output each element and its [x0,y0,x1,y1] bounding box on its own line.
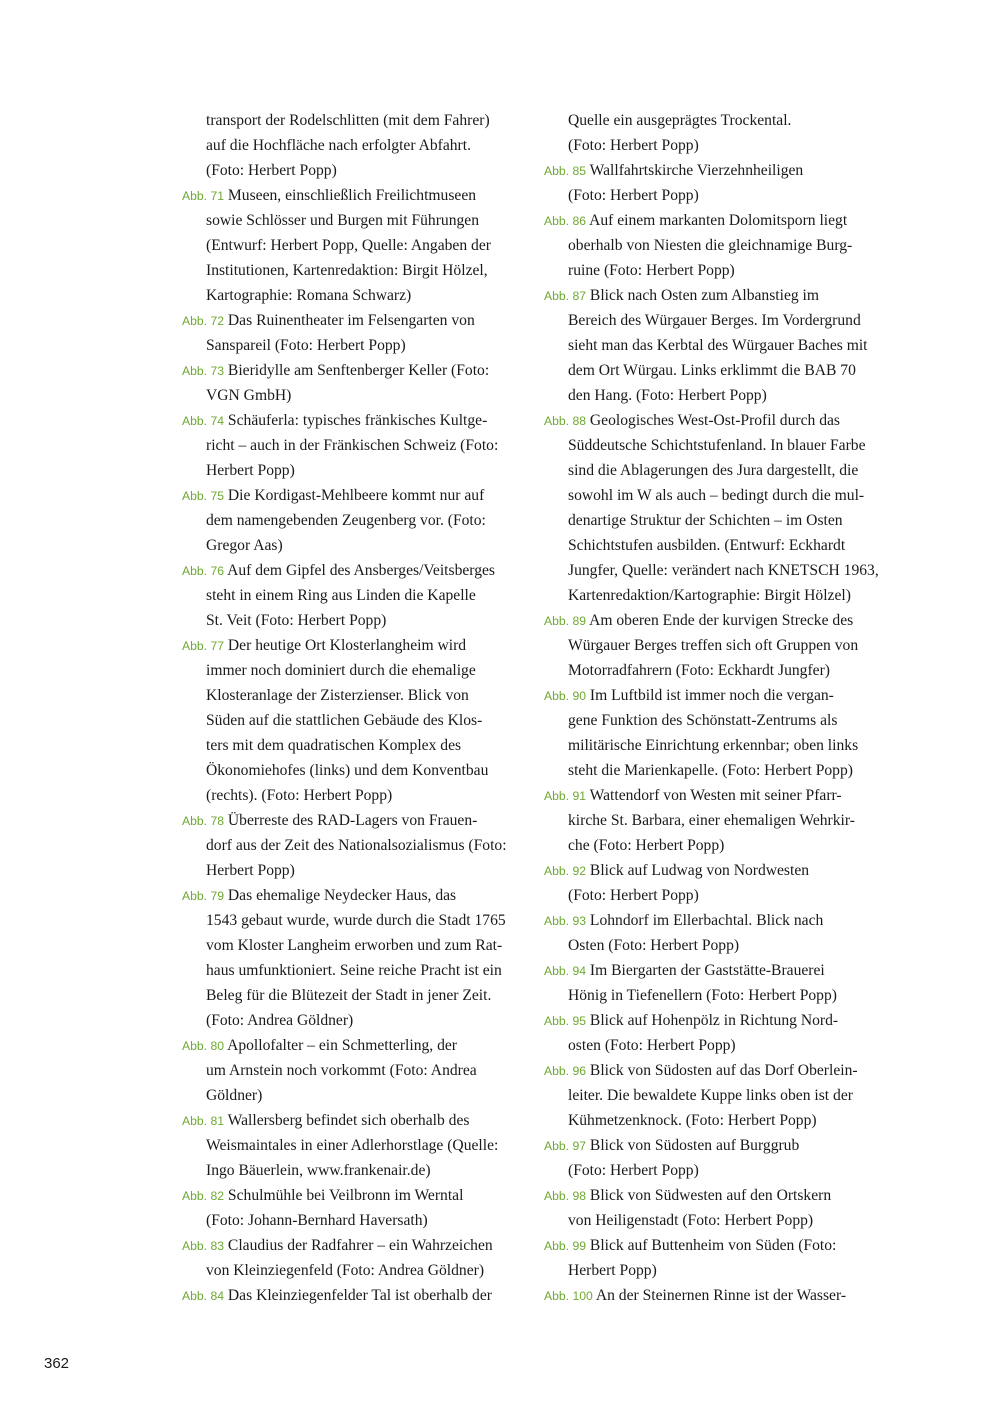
caption-text: Süden auf die stattlichen Gebäude des Klos- [206,712,483,729]
caption-line [182,408,527,433]
caption-text: Süddeutsche Schichtstufenland. In blauer Farbe [568,437,866,454]
caption-text: (Foto: Herbert Popp) [568,887,699,904]
caption-line [182,358,527,383]
caption-line [544,433,889,458]
caption-line [544,133,889,158]
caption-text: Blick auf Buttenheim von Süden (Foto: [589,1237,837,1254]
caption-line [182,1183,527,1208]
caption-line [544,508,889,533]
caption-text: Beleg für die Blütezeit der Stadt in jener Zeit. [206,987,492,1004]
caption-line [182,1008,527,1033]
caption-text: Wallfahrtskirche Vierzehnheiligen [589,162,804,179]
caption-entry [182,1108,527,1183]
figure-label: Abb. 94 [544,964,587,978]
caption-line [544,1108,889,1133]
caption-text: Bereich des Würgauer Berges. Im Vordergrund [568,312,861,329]
figure-label: Abb. 100 [544,1289,593,1303]
caption-text: auf die Hochfläche nach erfolgter Abfahrt. [206,137,471,154]
caption-line [182,583,527,608]
figure-label: Abb. 85 [544,164,587,178]
caption-text: ruine (Foto: Herbert Popp) [568,262,735,279]
caption-text: Osten (Foto: Herbert Popp) [568,937,740,954]
caption-line [182,108,527,133]
caption-line [182,833,527,858]
caption-line [544,883,889,908]
caption-line [544,583,889,608]
figure-label: Abb. 89 [544,614,587,628]
caption-line [182,1133,527,1158]
caption-text: Auf einem markanten Dolomitsporn liegt [589,212,848,229]
caption-entry [544,908,889,958]
caption-text: Blick von Südosten auf Burggrub [589,1137,800,1154]
caption-line [544,958,889,983]
caption-text: militärische Einrichtung erkennbar; oben links [568,737,859,754]
caption-line [544,1233,889,1258]
caption-line [182,333,527,358]
caption-entry [182,358,527,408]
caption-text: vom Kloster Langheim erworben und zum Rat- [206,937,503,954]
caption-line [544,308,889,333]
figure-label: Abb. 74 [182,414,225,428]
caption-entry [544,158,889,208]
caption-line [182,133,527,158]
caption-entry [544,208,889,283]
caption-text: leiter. Die bewaldete Kuppe links oben ist der [568,1087,853,1104]
caption-line [544,933,889,958]
caption-line [182,733,527,758]
figure-label: Abb. 81 [182,1114,225,1128]
caption-text: sowie Schlösser und Burgen mit Führungen [206,212,480,229]
caption-line [544,1183,889,1208]
caption-entry [544,858,889,908]
caption-entry [544,108,889,158]
caption-line [544,283,889,308]
caption-text: Herbert Popp) [568,1262,657,1279]
caption-line [182,1258,527,1283]
caption-line [544,683,889,708]
caption-line [182,658,527,683]
figure-label: Abb. 82 [182,1189,225,1203]
caption-text: Das ehemalige Neydecker Haus, das [227,887,457,904]
caption-text: immer noch dominiert durch die ehemalige [206,662,476,679]
caption-text: transport der Rodelschlitten (mit dem Fahrer) [206,112,490,129]
caption-text: sind die Ablagerungen des Jura dargestellt, die [568,462,859,479]
caption-entry [544,783,889,858]
caption-entry [182,1233,527,1283]
caption-text: Ökonomiehofes (links) und dem Konventbau [206,762,489,779]
caption-entry [544,1133,889,1183]
caption-text: Die Kordigast-Mehlbeere kommt nur auf [227,487,485,504]
caption-text: Blick auf Ludwag von Nordwesten [589,862,810,879]
figure-label: Abb. 98 [544,1189,587,1203]
caption-text: oberhalb von Niesten die gleichnamige Burg- [568,237,853,254]
caption-line [182,1283,527,1308]
figure-label: Abb. 99 [544,1239,587,1253]
figure-label: Abb. 78 [182,814,225,828]
caption-line [182,708,527,733]
caption-text: Institutionen, Kartenredaktion: Birgit Hölzel, [206,262,488,279]
figure-label: Abb. 76 [182,564,225,578]
caption-line [182,383,527,408]
caption-entry [544,1183,889,1233]
caption-text: Auf dem Gipfel des Ansberges/Veitsberges [227,562,495,579]
caption-line [544,658,889,683]
caption-text: St. Veit (Foto: Herbert Popp) [206,612,387,629]
caption-text: Hönig in Tiefenellern (Foto: Herbert Popp) [568,987,837,1004]
caption-text: dorf aus der Zeit des Nationalsozialismus (Foto: [206,837,507,854]
caption-text: Wallersberg befindet sich oberhalb des [227,1112,470,1129]
caption-text: (Foto: Johann-Bernhard Haversath) [206,1212,428,1229]
caption-entry [182,408,527,483]
caption-text: (Foto: Herbert Popp) [206,162,337,179]
figure-label: Abb. 88 [544,414,587,428]
caption-text: Klosteranlage der Zisterzienser. Blick von [206,687,469,704]
caption-entry [544,1233,889,1283]
caption-entry [182,558,527,633]
caption-text: osten (Foto: Herbert Popp) [568,1037,736,1054]
caption-entry [182,1033,527,1108]
caption-line [182,683,527,708]
caption-text: (rechts). (Foto: Herbert Popp) [206,787,393,804]
caption-text: Ingo Bäuerlein, www.frankenair.de) [206,1162,431,1179]
caption-entry [182,108,527,183]
caption-text: Im Biergarten der Gaststätte-Brauerei [589,962,825,979]
caption-line [182,608,527,633]
caption-line [182,458,527,483]
figure-label: Abb. 95 [544,1014,587,1028]
page-number: 362 [44,1355,70,1372]
caption-text: sieht man das Kerbtal des Würgauer Baches mit [568,337,868,354]
caption-text: von Kleinziegenfeld (Foto: Andrea Göldner) [206,1262,485,1279]
caption-text: Motorradfahrern (Foto: Eckhardt Jungfer) [568,662,830,679]
caption-line [544,1008,889,1033]
caption-text: um Arnstein noch vorkommt (Foto: Andrea [206,1062,477,1079]
caption-text: 1543 gebaut wurde, wurde durch die Stadt 1765 [206,912,506,929]
caption-text: richt – auch in der Fränkischen Schweiz (Foto: [206,437,499,454]
caption-entry [544,283,889,408]
caption-text: (Foto: Herbert Popp) [568,137,699,154]
caption-line [182,933,527,958]
caption-line [544,408,889,433]
caption-line [544,183,889,208]
caption-line [544,383,889,408]
caption-text: denartige Struktur der Schichten – im Osten [568,512,843,529]
caption-text: (Foto: Herbert Popp) [568,187,699,204]
caption-entry [544,1058,889,1133]
caption-line [182,858,527,883]
figure-label: Abb. 93 [544,914,587,928]
caption-line [182,183,527,208]
caption-line [182,883,527,908]
caption-line [182,283,527,308]
caption-text: Überreste des RAD-Lagers von Frauen- [227,812,478,829]
caption-line [544,1058,889,1083]
figure-label: Abb. 83 [182,1239,225,1253]
caption-text: Kartographie: Romana Schwarz) [206,287,412,304]
figure-label: Abb. 72 [182,314,225,328]
caption-line [544,983,889,1008]
caption-line [182,758,527,783]
caption-text: Weismaintales in einer Adlerhorstlage (Quelle: [206,1137,499,1154]
caption-line [544,608,889,633]
figure-label: Abb. 71 [182,189,225,203]
caption-entry [182,308,527,358]
left-column [182,108,527,1308]
caption-line [182,1158,527,1183]
caption-text: Das Kleinziegenfelder Tal ist oberhalb der [227,1287,492,1304]
caption-text: (Entwurf: Herbert Popp, Quelle: Angaben der [206,237,491,254]
caption-text: Jungfer, Quelle: verändert nach KNETSCH 1963, [568,562,879,579]
caption-text: dem namengebenden Zeugenberg vor. (Foto: [206,512,486,529]
caption-line [544,333,889,358]
caption-line [544,733,889,758]
caption-entry [544,958,889,1008]
caption-entry [544,1283,889,1308]
caption-line [544,833,889,858]
caption-text: Blick von Südwesten auf den Ortskern [589,1187,832,1204]
caption-line [182,208,527,233]
caption-text: kirche St. Barbara, einer ehemaligen Wehrkir- [568,812,855,829]
caption-text: dem Ort Würgau. Links erklimmt die BAB 70 [568,362,856,379]
caption-text: Göldner) [206,1087,263,1104]
figure-label: Abb. 77 [182,639,225,653]
caption-line [182,158,527,183]
caption-text: Quelle ein ausgeprägtes Trockental. [568,112,792,129]
caption-text: haus umfunktioniert. Seine reiche Pracht ist ein [206,962,502,979]
caption-line [182,1233,527,1258]
caption-text: Kartenredaktion/Kartographie: Birgit Hölzel) [568,587,851,604]
caption-text: An der Steinernen Rinne ist der Wasser- [595,1287,847,1304]
figure-label: Abb. 87 [544,289,587,303]
caption-entry [182,183,527,308]
caption-line [544,258,889,283]
caption-entry [182,633,527,808]
caption-text: Sanspareil (Foto: Herbert Popp) [206,337,406,354]
caption-entry [182,1283,527,1308]
caption-line [182,1208,527,1233]
caption-text: VGN GmbH) [206,387,292,404]
caption-entry [182,808,527,883]
caption-text: Blick nach Osten zum Albanstieg im [589,287,820,304]
caption-text: Claudius der Radfahrer – ein Wahrzeichen [227,1237,493,1254]
caption-line [182,1083,527,1108]
caption-text: Apollofalter – ein Schmetterling, der [227,1037,458,1054]
caption-line [182,808,527,833]
caption-text: Würgauer Berges treffen sich oft Gruppen von [568,637,859,654]
caption-line [544,1258,889,1283]
caption-text: Schichtstufen ausbilden. (Entwurf: Eckhardt [568,537,846,554]
caption-line [182,908,527,933]
caption-text: Schäuferla: typisches fränkisches Kultge- [227,412,488,429]
caption-text: Blick auf Hohenpölz in Richtung Nord- [589,1012,839,1029]
figure-label: Abb. 73 [182,364,225,378]
caption-text: Das Ruinentheater im Felsengarten von [227,312,475,329]
caption-line [182,558,527,583]
caption-line [182,433,527,458]
caption-entry [182,1183,527,1233]
caption-text: Im Luftbild ist immer noch die vergan- [589,687,834,704]
caption-line [544,1208,889,1233]
caption-line [544,1283,889,1308]
caption-line [182,533,527,558]
caption-text: Am oberen Ende der kurvigen Strecke des [589,612,854,629]
caption-text: Wattendorf von Westen mit seiner Pfarr- [589,787,842,804]
caption-entry [544,408,889,608]
caption-line [182,783,527,808]
caption-text: Herbert Popp) [206,462,295,479]
figure-label: Abb. 79 [182,889,225,903]
right-column [544,108,889,1308]
figure-label: Abb. 86 [544,214,587,228]
caption-line [544,108,889,133]
caption-entry [182,883,527,1033]
caption-text: Geologisches West-Ost-Profil durch das [589,412,840,429]
caption-line [544,908,889,933]
caption-line [544,533,889,558]
caption-line [182,258,527,283]
caption-line [182,308,527,333]
caption-text: Schulmühle bei Veilbronn im Werntal [227,1187,464,1204]
caption-text: Der heutige Ort Klosterlangheim wird [227,637,467,654]
caption-line [544,483,889,508]
caption-line [182,233,527,258]
figure-label: Abb. 84 [182,1289,225,1303]
caption-entry [544,683,889,783]
caption-entry [544,1008,889,1058]
caption-line [544,708,889,733]
caption-text: che (Foto: Herbert Popp) [568,837,725,854]
caption-line [182,633,527,658]
caption-entry [544,608,889,683]
caption-line [544,633,889,658]
figure-label: Abb. 96 [544,1064,587,1078]
caption-text: gene Funktion des Schönstatt-Zentrums als [568,712,838,729]
caption-text: Kühmetzenknock. (Foto: Herbert Popp) [568,1112,817,1129]
caption-text: Herbert Popp) [206,862,295,879]
figure-label: Abb. 92 [544,864,587,878]
caption-line [544,758,889,783]
caption-line [544,458,889,483]
caption-line [182,1058,527,1083]
caption-line [544,808,889,833]
caption-line [182,508,527,533]
caption-text: steht in einem Ring aus Linden die Kapelle [206,587,476,604]
caption-line [544,558,889,583]
caption-line [544,1033,889,1058]
caption-line [182,983,527,1008]
caption-line [544,1083,889,1108]
figure-label: Abb. 91 [544,789,587,803]
caption-line [544,1158,889,1183]
caption-text: sowohl im W als auch – bedingt durch die mul- [568,487,865,504]
caption-line [544,208,889,233]
caption-line [544,233,889,258]
caption-line [544,158,889,183]
caption-line [544,783,889,808]
caption-line [182,1033,527,1058]
caption-text: von Heiligenstadt (Foto: Herbert Popp) [568,1212,814,1229]
caption-text: (Foto: Herbert Popp) [568,1162,699,1179]
caption-line [544,1133,889,1158]
caption-text: Gregor Aas) [206,537,283,554]
caption-line [182,958,527,983]
caption-text: Museen, einschließlich Freilichtmuseen [227,187,477,204]
caption-line [182,1108,527,1133]
caption-text: ters mit dem quadratischen Komplex des [206,737,462,754]
caption-line [544,358,889,383]
figure-label: Abb. 75 [182,489,225,503]
caption-text: Blick von Südosten auf das Dorf Oberlein- [589,1062,858,1079]
figure-label: Abb. 97 [544,1139,587,1153]
caption-line [182,483,527,508]
caption-text: den Hang. (Foto: Herbert Popp) [568,387,767,404]
caption-text: (Foto: Andrea Göldner) [206,1012,354,1029]
caption-text: steht die Marienkapelle. (Foto: Herbert Popp) [568,762,853,779]
caption-text: Bieridylle am Senftenberger Keller (Foto: [227,362,490,379]
figure-label: Abb. 90 [544,689,587,703]
figure-label: Abb. 80 [182,1039,225,1053]
caption-text: Lohndorf im Ellerbachtal. Blick nach [589,912,824,929]
caption-entry [182,483,527,558]
caption-line [544,858,889,883]
